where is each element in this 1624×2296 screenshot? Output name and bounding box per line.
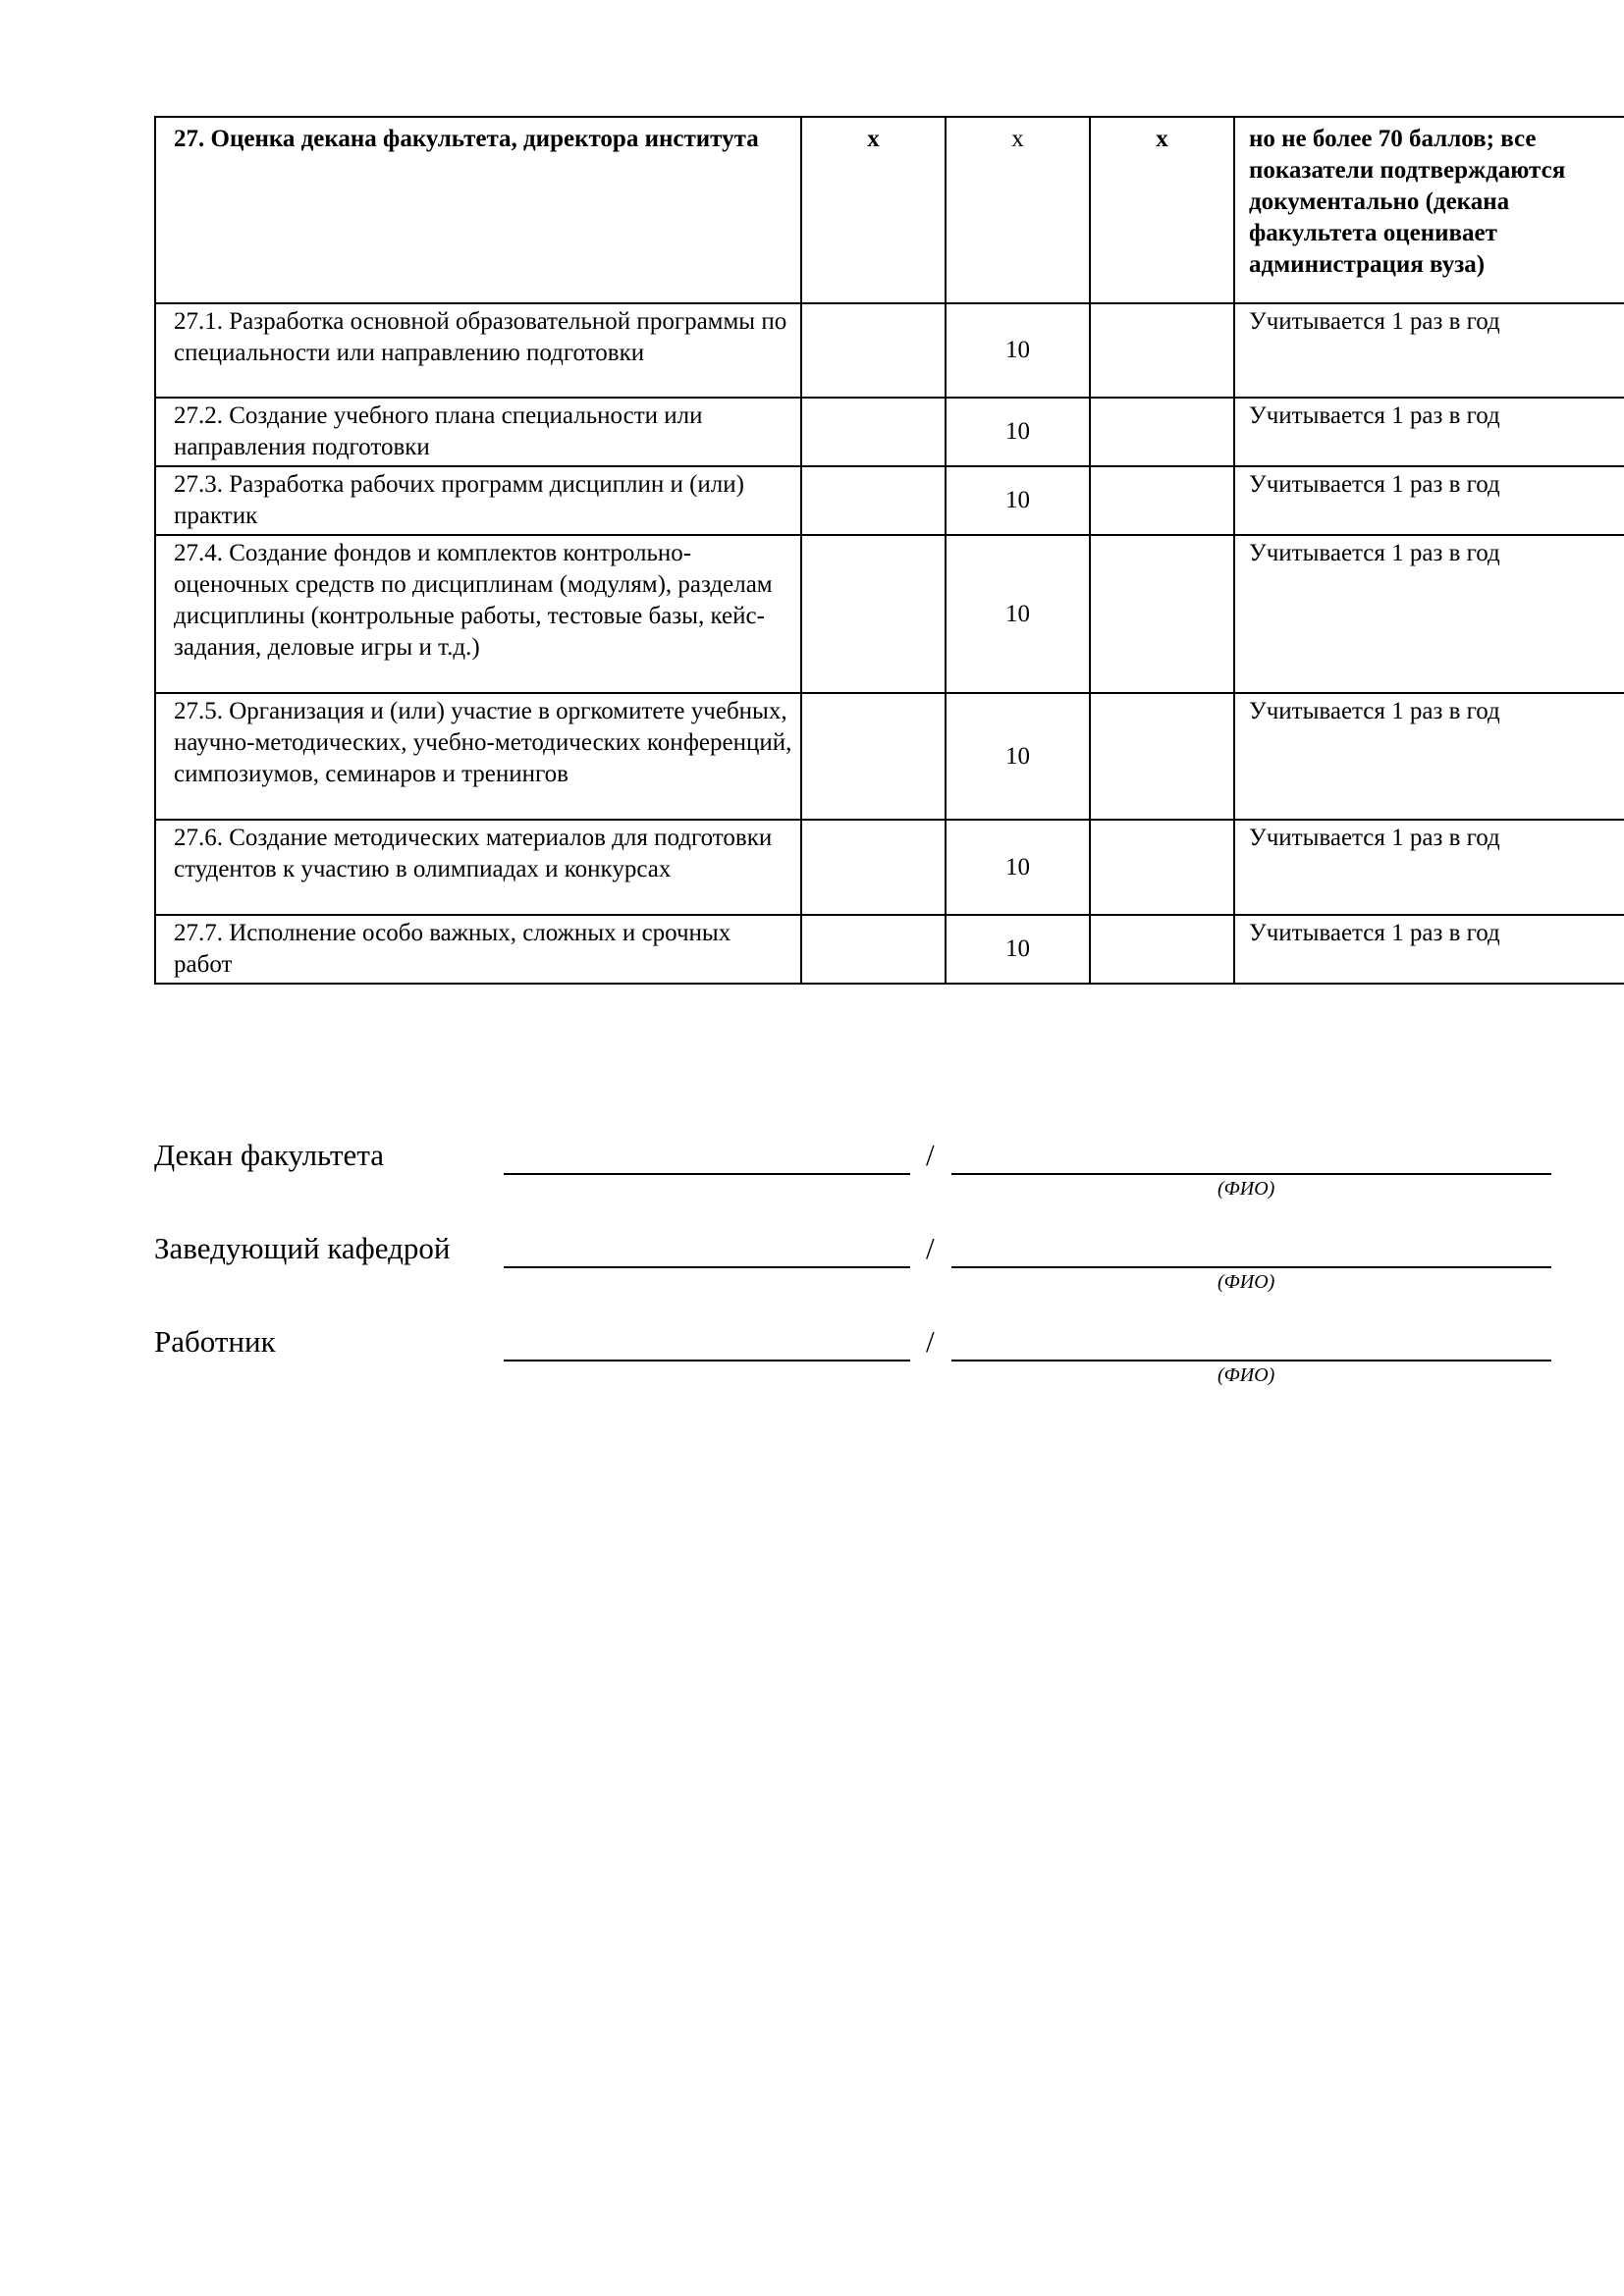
- name-blank: [951, 1360, 1551, 1362]
- signature-slash: /: [926, 1324, 935, 1359]
- signature-blank: [504, 1360, 910, 1362]
- row-empty-cell: [801, 915, 946, 984]
- row-empty-cell: [801, 693, 946, 820]
- fio-caption: (ФИО): [1218, 1271, 1275, 1293]
- row-note: Учитывается 1 раз в год: [1234, 693, 1624, 820]
- row-empty-cell: [1090, 535, 1234, 693]
- row-empty-cell: [801, 398, 946, 466]
- signature-line-dean: [154, 1136, 1551, 1200]
- signature-line-head-of-department: [154, 1229, 1551, 1293]
- signature-slash: /: [926, 1138, 935, 1172]
- row-text: 27.7. Исполнение особо важных, сложных и срочных работ: [155, 915, 801, 984]
- table-row: [155, 820, 1624, 915]
- table-row: [155, 466, 1624, 535]
- table-header-row: [155, 117, 1624, 303]
- row-text: 27.2. Создание учебного плана специальности или направления подготовки: [155, 398, 801, 466]
- row-empty-cell: [801, 466, 946, 535]
- row-empty-cell: [1090, 398, 1234, 466]
- table-row: [155, 303, 1624, 398]
- row-empty-cell: [1090, 915, 1234, 984]
- row-text: 27.6. Создание методических материалов для подготовки студентов к участию в олимпиадах и конкурсах: [155, 820, 801, 915]
- signature-blank: [504, 1173, 910, 1175]
- row-points: 10: [946, 303, 1090, 398]
- row-empty-cell: [801, 820, 946, 915]
- header-col4: х: [1090, 117, 1234, 303]
- row-points: 10: [946, 820, 1090, 915]
- row-points: 10: [946, 693, 1090, 820]
- row-empty-cell: [801, 303, 946, 398]
- header-col3: х: [946, 117, 1090, 303]
- name-blank: [951, 1266, 1551, 1268]
- row-empty-cell: [1090, 820, 1234, 915]
- row-points: 10: [946, 466, 1090, 535]
- table-row: [155, 535, 1624, 693]
- signature-line-employee: [154, 1322, 1551, 1386]
- row-text: 27.4. Создание фондов и комплектов контрольно-оценочных средств по дисциплинам (модулям), разделам дисциплины (контрольные работы, тестовые базы, кейс-задания, деловые игры и т.д.): [155, 535, 801, 693]
- header-col2: х: [801, 117, 946, 303]
- signature-label: Декан факультета: [154, 1138, 384, 1172]
- signature-slash: /: [926, 1231, 935, 1265]
- row-note: Учитывается 1 раз в год: [1234, 535, 1624, 693]
- fio-caption: (ФИО): [1218, 1178, 1275, 1200]
- table-row: [155, 915, 1624, 984]
- header-title: 27. Оценка декана факультета, директора института: [155, 117, 801, 303]
- row-empty-cell: [1090, 693, 1234, 820]
- row-note: Учитывается 1 раз в год: [1234, 466, 1624, 535]
- row-text: 27.1. Разработка основной образовательной программы по специальности или направлению подготовки: [155, 303, 801, 398]
- row-note: Учитывается 1 раз в год: [1234, 915, 1624, 984]
- header-note: но не более 70 баллов; все показатели подтверждаются документально (декана факультета оценивает администрация вуза): [1234, 117, 1624, 303]
- fio-caption: (ФИО): [1218, 1364, 1275, 1386]
- row-points: 10: [946, 398, 1090, 466]
- row-note: Учитывается 1 раз в год: [1234, 820, 1624, 915]
- row-text: 27.3. Разработка рабочих программ дисциплин и (или) практик: [155, 466, 801, 535]
- signature-label: Работник: [154, 1324, 276, 1359]
- name-blank: [951, 1173, 1551, 1175]
- signature-blank: [504, 1266, 910, 1268]
- evaluation-table: [154, 116, 1624, 985]
- row-empty-cell: [1090, 466, 1234, 535]
- row-note: Учитывается 1 раз в год: [1234, 398, 1624, 466]
- signature-label: Заведующий кафедрой: [154, 1231, 451, 1265]
- row-points: 10: [946, 535, 1090, 693]
- row-note: Учитывается 1 раз в год: [1234, 303, 1624, 398]
- table-row: [155, 398, 1624, 466]
- row-text: 27.5. Организация и (или) участие в оргкомитете учебных, научно-методических, учебно-методических конференций, симпозиумов, семинаров и тренингов: [155, 693, 801, 820]
- row-empty-cell: [1090, 303, 1234, 398]
- table-row: [155, 693, 1624, 820]
- row-points: 10: [946, 915, 1090, 984]
- row-empty-cell: [801, 535, 946, 693]
